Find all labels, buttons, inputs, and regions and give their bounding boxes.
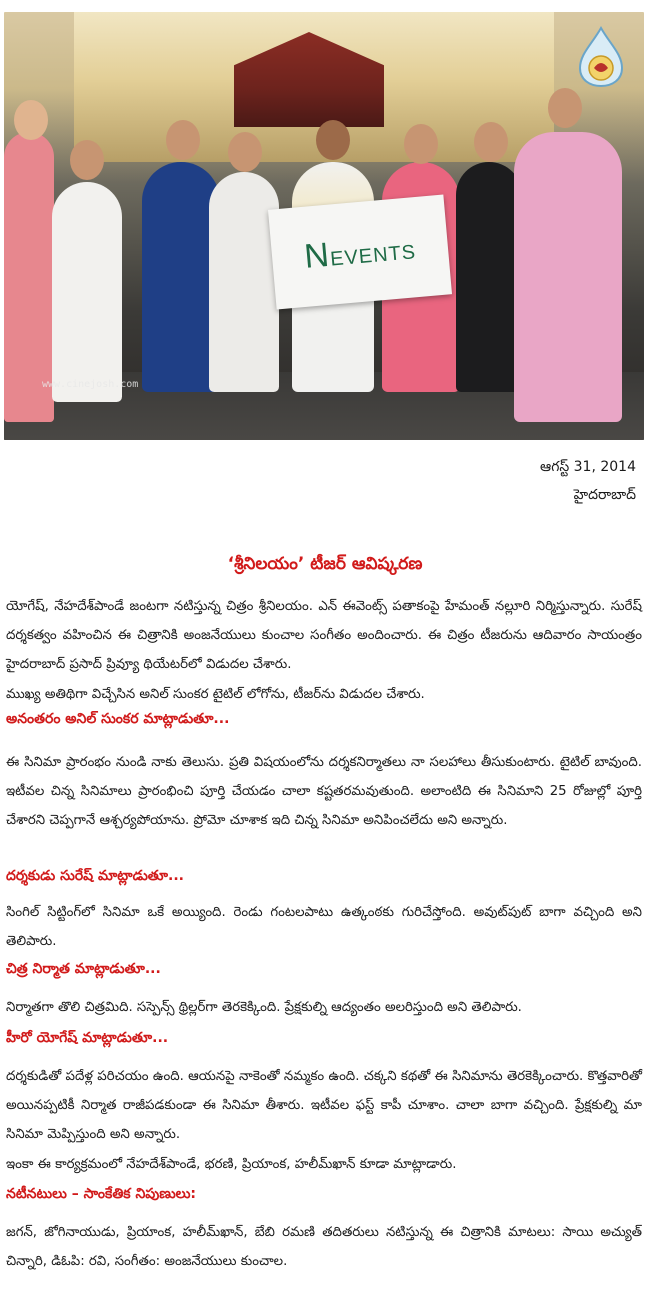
person-head — [70, 140, 104, 180]
article-date: ఆగస్ట్ 31, 2014 — [540, 459, 636, 475]
photo-watermark: www.cinejosh.com — [42, 379, 139, 390]
others-paragraph: ఇంకా ఈ కార్యక్రమంలో నేహదేశ్‌పాండే, భరణి, ప్రియాంక, హలీమ్‌ఖాన్ కూడా మాట్లాడారు. — [6, 1157, 457, 1172]
section-body: సింగిల్ సిట్టింగ్‌లో సినిమా ఒకే అయ్యింది. రెండు గంటలపాటు ఉత్కంఠకు గురిచేస్తోంది. అవుట్‌పుట్ బాగా వచ్చింది అని తెలిపారు. — [6, 905, 642, 949]
credits-paragraph: జగన్, జోగినాయుడు, ప్రియాంక, హలీమ్‌ఖాన్, బేబి రమణి తదితరులు నటిస్తున్న ఈ చిత్రానికి మాటలు: సాయి అచ్యుత్ చిన్నారి, డిఓపి: రవి, సంగీతం: అంజనేయులు కుంచాల. — [6, 1225, 642, 1269]
person — [514, 132, 622, 422]
section-body: ఈ సినిమా ప్రారంభం నుండి నాకు తెలుసు. ప్రతి విషయంలోను దర్శకనిర్మాతలు నా సలహాలు తీసుకుంటారు. టైటిల్ బావుంది. ఇటీవల చిన్న సినిమాలు ప్రారంభించి పూర్తి చేయడం చాలా కష్టతరమవుతుంది. అలాంటిది ఈ సినిమాని 25 రోజుల్లో పూర్తి చేశారని చెప్పగానే ఆశ్చర్యపోయాను. ప్రోమో చూశాక ఇది చిన్న సినిమా అనిపించలేదు అని అన్నారు. — [6, 755, 642, 828]
credits-heading: నటీనటులు – సాంకేతిక నిపుణులు: — [6, 1186, 197, 1202]
person-head — [14, 100, 48, 140]
board-text: NEVENTS — [302, 235, 417, 276]
section-heading: అనంతరం అనిల్ సుంకర మాట్లాడుతూ... — [6, 711, 230, 727]
intro-paragraph: యోగేష్, నేహదేశ్‌పాండే జంటగా నటిస్తున్న చిత్రం శ్రీనిలయం. ఎన్ ఈవెంట్స్ పతాకంపై హేమంత్ నల్లూరి నిర్మిస్తున్నారు. సురేష్ దర్శకత్వం వహించిన ఈ చిత్రానికి అంజనేయులు కుంచాల సంగీతం అందించారు. ఈ చిత్రం టీజరును ఆదివారం సాయంత్రం హైదరాబాద్ ప్రసాద్ ప్రివ్యూ థియేటర్‌లో విడుదల చేశారు. — [6, 599, 642, 672]
article-place: హైదరాబాద్ — [573, 487, 636, 503]
section-heading: హీరో యోగేష్ మాట్లాడుతూ... — [6, 1030, 169, 1046]
person — [456, 162, 522, 392]
person-head — [166, 120, 200, 160]
person-head — [316, 120, 350, 160]
person-head — [404, 124, 438, 164]
section-heading: చిత్ర నిర్మాత మాట్లాడుతూ... — [6, 961, 161, 977]
article-headline: ‘శ్రీనిలయం’ టీజర్ ఆవిష్కరణ — [227, 554, 423, 574]
section-body: దర్శకుడితో పదేళ్ల పరిచయం ఉంది. ఆయనపై నాకెంతో నమ్మకం ఉంది. చక్కని కథతో ఈ సినిమాను తెరకెక్కించారు. కొత్తవారితో అయినప్పటికీ నిర్మాత రాజీపడకుండా ఈ సినిమా తీశారు. ఇటీవల ఫస్ట్ కాపీ చూశాం. చాలా బాగా వచ్చింది. ప్రేక్షకుల్ని మా సినిమా మెప్పిస్తుంది అని అన్నారు. — [6, 1069, 642, 1142]
water-drop-logo-icon — [572, 26, 630, 88]
person-head — [228, 132, 262, 172]
person-head — [474, 122, 508, 162]
person — [209, 172, 279, 392]
guest-paragraph: ముఖ్య అతిథిగా విచ్చేసిన అనిల్ సుంకర టైటిల్ లోగోను, టీజర్‌ను విడుదల చేశారు. — [6, 687, 425, 702]
nevents-logo-board — [268, 195, 452, 310]
section-body: నిర్మాతగా తొలి చిత్రమిది. సస్పెన్స్ థ్రిల్లర్‌గా తెరకెక్కింది. ప్రేక్షకుల్ని ఆద్యంతం అలరిస్తుంది అని తెలిపారు. — [6, 1000, 522, 1015]
section-heading: దర్శకుడు సురేష్ మాట్లాడుతూ... — [6, 868, 184, 884]
event-photo — [4, 12, 644, 440]
person — [52, 182, 122, 402]
person-head — [548, 88, 582, 128]
